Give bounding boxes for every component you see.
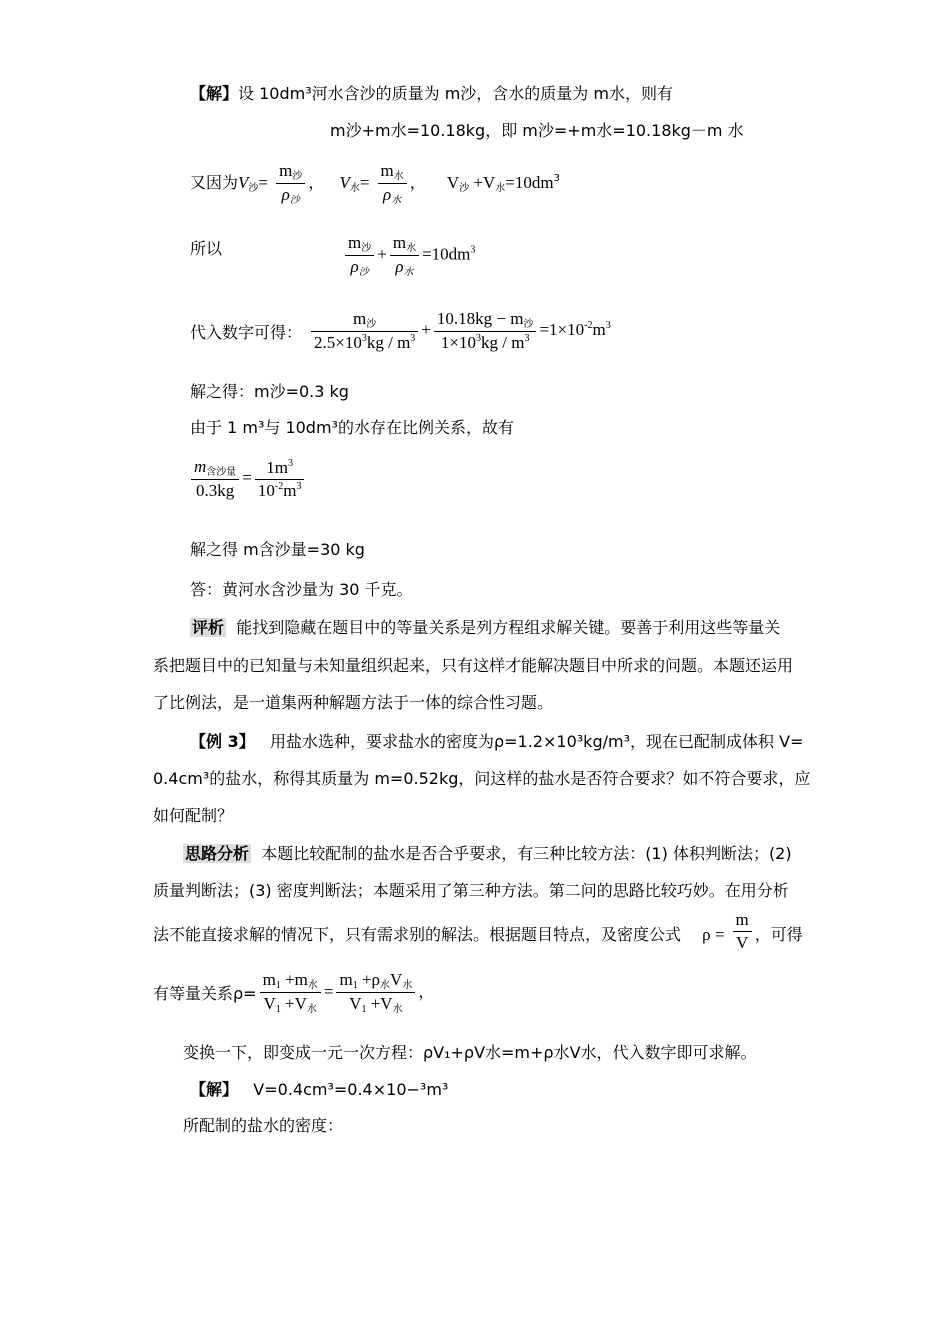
frac-num-sub2: 水 — [380, 980, 391, 991]
v-sand-tail-sub: 沙 — [459, 183, 470, 194]
frac-den: ρ — [383, 185, 392, 204]
analysis-text-c: 法不能直接求解的情况下，只有需求别的解法。根据题目特点，及密度公式 — [153, 925, 682, 944]
fraction-m-water-rho-water — [390, 233, 419, 278]
frac-num-b: +m — [280, 970, 308, 989]
plus-v: +V — [469, 173, 496, 192]
comment-tag: 评析 — [192, 618, 225, 637]
frac-den-sub: 1 — [275, 1004, 281, 1015]
fraction-water-over-1e3 — [434, 309, 537, 353]
frac-num: m — [353, 309, 367, 328]
frac-num: 10.18kg − m — [436, 309, 524, 328]
frac-den-b: +V — [366, 994, 393, 1013]
v-water: V — [339, 173, 350, 192]
analysis-line-2: 质量判断法；(3) 密度判断法；本题采用了第三种方法。第二问的思路比较巧妙。在用分析 — [153, 881, 789, 900]
solution2-line — [190, 1080, 448, 1100]
equals-sign: = — [323, 982, 334, 1001]
frac-num: m — [339, 970, 353, 989]
fraction-m-sand-rho-sand — [276, 161, 305, 206]
substitute-prefix: 代入数字可得： — [190, 323, 303, 342]
equals-unit: m — [592, 319, 606, 339]
solution-line-1 — [190, 84, 673, 104]
equals-volume: =10dm — [422, 244, 471, 264]
frac-den-sub: 沙 — [358, 267, 369, 278]
comment-line-2: 系把题目中的已知量与未知量组织起来，只有这样才能解决题目中所求的问题。本题还运用 — [153, 656, 794, 675]
frac-num-sup: 3 — [288, 457, 294, 469]
frac-den-sub2: 水 — [392, 1004, 403, 1015]
density-relation — [153, 970, 434, 1015]
analysis-tag: 思路分析 — [185, 844, 250, 863]
frac-num-sub: 水 — [393, 171, 404, 182]
comma: ， — [418, 982, 435, 1001]
frac-num-sub: 沙 — [361, 243, 372, 254]
frac-den-sub: 水 — [391, 195, 402, 206]
density-relation-prefix: 有等量关系ρ= — [153, 984, 257, 1003]
example3-text-a: 用盐水选种，要求盐水的密度为ρ=1.2×10³kg/m³，现在已配制成体积 V= — [269, 732, 804, 751]
linear-equation-line: 变换一下，即变成一元一次方程：ρV₁+ρV水=m+ρ水V水，代入数字即可求解。 — [183, 1043, 757, 1062]
fraction-expanded — [336, 970, 415, 1015]
result-m-content: 解之得 m含沙量=30 kg — [190, 540, 365, 559]
frac-den: V — [349, 994, 362, 1013]
equals-value-sup: -2 — [584, 319, 593, 331]
frac-num-sub: 水 — [406, 243, 417, 254]
analysis-line-3 — [153, 910, 803, 953]
v-water-tail-sub: 水 — [495, 183, 506, 194]
frac-num: 1m — [266, 457, 289, 477]
fraction-m-sand-over-2.5e3 — [311, 309, 418, 353]
frac-num-sub: 含沙量 — [206, 467, 237, 478]
answer-line: 答：黄河水含沙量为 30 千克。 — [190, 580, 413, 599]
volume-sum-equation — [342, 233, 475, 278]
so-line — [190, 236, 222, 259]
density-heading: 所配制的盐水的密度： — [183, 1116, 344, 1135]
fraction-m-sand-rho-sand — [345, 233, 374, 278]
example3-line-1 — [190, 732, 803, 752]
frac-num-sub: 1 — [275, 980, 281, 991]
equals-value: =1×10 — [539, 319, 585, 339]
v-sand-tail: V — [446, 173, 460, 192]
frac-num-c: V — [390, 970, 403, 989]
fraction-m-content-over-0.3kg — [191, 457, 239, 501]
frac-den: V — [263, 994, 276, 1013]
frac-num: m — [380, 161, 394, 180]
volume-total: =10dm — [505, 173, 554, 192]
so-prefix: 所以 — [190, 239, 223, 258]
plus-sign: + — [421, 319, 431, 339]
frac-num-sub3: 水 — [402, 980, 413, 991]
frac-num-sub: 1 — [352, 980, 358, 991]
frac-den: 10 — [257, 480, 275, 500]
solution-intro: 设 10dm³河水含沙的质量为 m沙，含水的质量为 m水，则有 — [238, 84, 673, 103]
v-water-sub: 水 — [349, 183, 360, 194]
analysis-text-tail: ，可得 — [754, 925, 803, 944]
frac-den: 2.5×10 — [314, 333, 362, 352]
frac-num: m — [279, 161, 293, 180]
volume-total-sup: 3 — [553, 173, 560, 184]
frac-den: ρ — [281, 185, 290, 204]
frac-den-sub2: 水 — [306, 1004, 317, 1015]
frac-den-sub: 水 — [403, 267, 414, 278]
frac-den-unit: m — [283, 480, 297, 500]
frac-den-unit-sup: 3 — [296, 480, 302, 492]
comment-text-a: 能找到隐藏在题目中的等量关系是列方程组求解关键。要善于利用这些等量关 — [236, 618, 781, 637]
example3-line-2: 0.4cm³的盐水，称得其质量为 m=0.52kg，问这样的盐水是否符合要求？如不符合要求，应 — [153, 769, 811, 788]
fraction-1m3-over-1e-2m3 — [255, 458, 305, 501]
frac-den: ρ — [350, 257, 359, 276]
volume-relations-prefix: 又因为 — [190, 173, 239, 192]
frac-den: 1×10 — [440, 333, 476, 352]
frac-den: 0.3kg — [196, 481, 235, 500]
frac-den-b: +V — [280, 994, 307, 1013]
frac-den-unit: kg / m — [480, 333, 525, 352]
example3-tag: 【例 3】 — [190, 732, 255, 751]
fraction-m-over-v — [733, 910, 752, 953]
equals-unit-sup: 3 — [605, 319, 611, 331]
analysis-line-1 — [183, 844, 792, 864]
frac-num: m — [194, 457, 207, 476]
frac-num-sub: 沙 — [292, 171, 303, 182]
equals-sign: = — [359, 173, 370, 192]
fraction-m-water-rho-water — [378, 161, 407, 206]
result-m-sand: 解之得：m沙=0.3 kg — [190, 382, 349, 401]
frac-den-unit: kg / m — [366, 333, 411, 352]
equals-volume-sup: 3 — [470, 244, 476, 256]
solution2-volume: V=0.4cm³=0.4×10−³m³ — [253, 1080, 449, 1099]
frac-den-unit-sup: 3 — [410, 333, 416, 344]
proportion-equation — [188, 457, 307, 501]
frac-den-sup: 3 — [475, 333, 481, 344]
substituted-equation — [308, 309, 611, 353]
volume-relations — [190, 161, 560, 206]
frac-num: m — [733, 910, 752, 932]
frac-den: ρ — [395, 257, 404, 276]
frac-den-sup: -2 — [274, 480, 284, 492]
comma: ， — [308, 173, 325, 192]
mass-sum-equation: m沙+m水=10.18kg，即 m沙=+m水=10.18kg－m 水 — [330, 121, 744, 140]
frac-num: m — [392, 233, 407, 252]
frac-num-sub: 沙 — [523, 319, 534, 330]
comment-line-3: 了比例法，是一道集两种解题方法于一体的综合性习题。 — [153, 693, 554, 712]
frac-den-sub: 1 — [361, 1004, 367, 1015]
v-sand: V — [238, 173, 249, 192]
comma: ， — [409, 173, 426, 192]
fraction-mass-sum-over-volume-sum — [260, 970, 321, 1015]
frac-num: m — [262, 970, 276, 989]
frac-num-b: +ρ — [357, 970, 381, 989]
density-formula-rho: ρ = — [702, 925, 725, 944]
equals-sign: = — [258, 173, 268, 192]
solution-tag: 【解】 — [190, 84, 239, 103]
comment-line-1 — [190, 618, 780, 638]
analysis-text-a: 本题比较配制的盐水是否合乎要求，有三种比较方法：(1) 体积判断法；(2) — [261, 844, 792, 863]
example3-line-3: 如何配制？ — [153, 806, 234, 825]
v-sand-sub: 沙 — [248, 183, 259, 194]
frac-num-sub: 沙 — [366, 319, 377, 330]
proportion-intro: 由于 1 m³与 10dm³的水存在比例关系，故有 — [190, 418, 514, 437]
solution2-tag: 【解】 — [190, 1080, 239, 1099]
equals-sign: = — [242, 467, 252, 487]
frac-den-unit-sup: 3 — [524, 333, 530, 344]
frac-den-sub: 沙 — [289, 195, 300, 206]
plus-sign: + — [377, 244, 387, 264]
frac-den: V — [736, 933, 749, 952]
frac-den-sup: 3 — [361, 333, 367, 344]
frac-num: m — [348, 233, 362, 252]
frac-num-sub2: 水 — [307, 980, 318, 991]
